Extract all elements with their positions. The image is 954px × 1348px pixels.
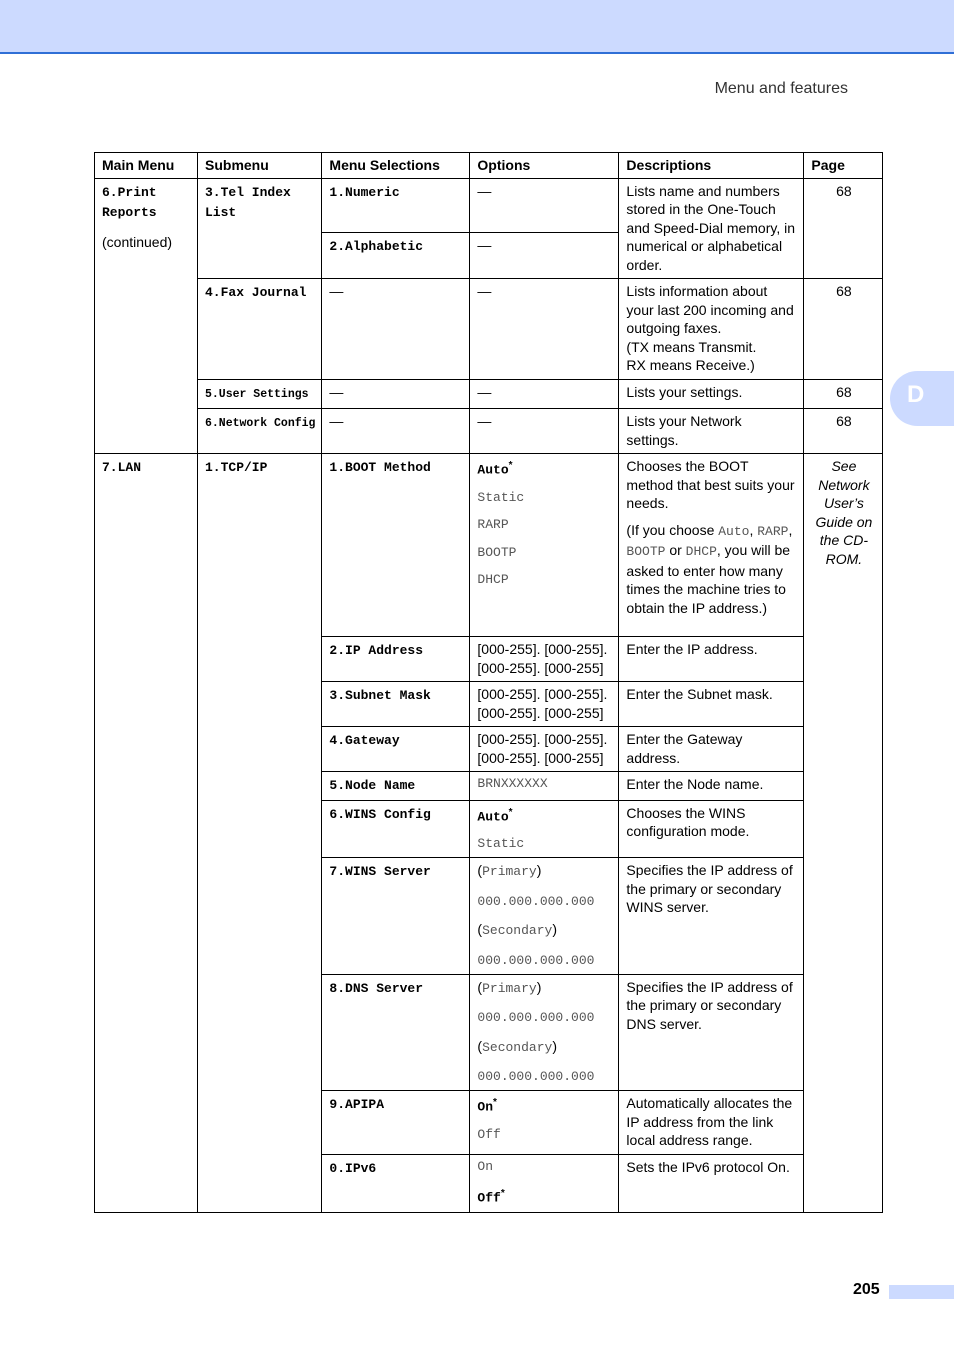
selection-cell: — bbox=[322, 409, 470, 454]
options-wins-config: Auto* Static bbox=[470, 800, 619, 858]
running-header: Menu and features bbox=[714, 80, 848, 97]
submenu-user-settings: 5.User Settings bbox=[198, 379, 322, 409]
selection-wins-config: 6.WINS Config bbox=[322, 800, 470, 858]
options-boot-method: Auto* Static RARP BOOTP DHCP bbox=[470, 454, 619, 637]
selection-ip-address: 2.IP Address bbox=[322, 637, 470, 682]
description-user-settings: Lists your settings. bbox=[619, 379, 804, 409]
submenu-network-config: 6.Network Config bbox=[198, 409, 322, 454]
main-menu-lan: 7.LAN bbox=[95, 454, 198, 1213]
description-wins-config: Chooses the WINS configuration mode. bbox=[619, 800, 804, 858]
submenu-tcp-ip: 1.TCP/IP bbox=[198, 454, 322, 1213]
col-main-menu: Main Menu bbox=[95, 153, 198, 179]
selection-apipa: 9.APIPA bbox=[322, 1091, 470, 1155]
description-apipa: Automatically allocates the IP address from the link local address range. bbox=[619, 1091, 804, 1155]
option-cell: — bbox=[470, 279, 619, 380]
selection-cell: — bbox=[322, 279, 470, 380]
page-number-bar bbox=[889, 1285, 954, 1299]
default-option: On* bbox=[477, 1097, 497, 1115]
description-network-config: Lists your Network settings. bbox=[619, 409, 804, 454]
page-number: 205 bbox=[853, 1281, 880, 1298]
submenu-fax-journal: 4.Fax Journal bbox=[198, 279, 322, 380]
submenu-tel-index: 3.Tel Index List bbox=[198, 178, 322, 279]
selection-gateway: 4.Gateway bbox=[322, 727, 470, 772]
menu-table bbox=[94, 152, 883, 1213]
options-ipv6: On Off* bbox=[470, 1154, 619, 1212]
col-descriptions: Descriptions bbox=[619, 153, 804, 179]
table-row bbox=[95, 178, 883, 232]
description-tel-index: Lists name and numbers stored in the One-Touch and Speed-Dial memory, in numerical or alphabetical order. bbox=[619, 178, 804, 279]
description-gateway: Enter the Gateway address. bbox=[619, 727, 804, 772]
col-options: Options bbox=[470, 153, 619, 179]
description-node-name: Enter the Node name. bbox=[619, 772, 804, 801]
description-ipv6: Sets the IPv6 protocol On. bbox=[619, 1154, 804, 1212]
option-cell: — bbox=[470, 379, 619, 409]
options-ip-address: [000-255]. [000-255]. [000-255]. [000-255] bbox=[470, 637, 619, 682]
col-page: Page bbox=[804, 153, 883, 179]
description-wins-server: Specifies the IP address of the primary or secondary WINS server. bbox=[619, 858, 804, 975]
table-row bbox=[95, 279, 883, 380]
top-band bbox=[0, 0, 954, 54]
options-node-name: BRNXXXXXX bbox=[470, 772, 619, 801]
main-menu-print-reports bbox=[95, 178, 198, 454]
page-ref-network-guide: See Network User’s Guide on the CD-ROM. bbox=[804, 454, 883, 1213]
selection-dns-server: 8.DNS Server bbox=[322, 974, 470, 1091]
page-ref: 68 bbox=[804, 379, 883, 409]
description-fax-journal: Lists information about your last 200 incoming and outgoing faxes. (TX means Transmit. RX means Receive.) bbox=[619, 279, 804, 380]
page-ref: 68 bbox=[804, 178, 883, 279]
selection-numeric: 1.Numeric bbox=[322, 178, 470, 232]
options-apipa: On* Off bbox=[470, 1091, 619, 1155]
description-subnet-mask: Enter the Subnet mask. bbox=[619, 682, 804, 727]
selection-alphabetic: 2.Alphabetic bbox=[322, 232, 470, 278]
selection-wins-server: 7.WINS Server bbox=[322, 858, 470, 975]
col-submenu: Submenu bbox=[198, 153, 322, 179]
table-row bbox=[95, 379, 883, 409]
default-option: Auto* bbox=[477, 806, 513, 824]
options-dns-server: (Primary) 000.000.000.000 (Secondary) 000.000.000.000 bbox=[470, 974, 619, 1091]
selection-boot-method: 1.BOOT Method bbox=[322, 454, 470, 637]
main-menu-label: 6.Print Reports bbox=[102, 184, 157, 220]
description-dns-server: Specifies the IP address of the primary or secondary DNS server. bbox=[619, 974, 804, 1091]
continued-label: (continued) bbox=[102, 233, 173, 250]
option-cell: — bbox=[470, 178, 619, 232]
table-row bbox=[95, 454, 883, 637]
option-cell: — bbox=[470, 409, 619, 454]
options-gateway: [000-255]. [000-255]. [000-255]. [000-255] bbox=[470, 727, 619, 772]
option-cell: — bbox=[470, 232, 619, 278]
selection-subnet-mask: 3.Subnet Mask bbox=[322, 682, 470, 727]
description-boot-method: Chooses the BOOT method that best suits your needs. (If you choose Auto, RARP, BOOTP or DHCP, you will be asked to enter how many times the machine tries to obtain the IP address.) bbox=[619, 454, 804, 637]
page-ref: 68 bbox=[804, 409, 883, 454]
selection-node-name: 5.Node Name bbox=[322, 772, 470, 801]
chapter-letter: D bbox=[907, 381, 925, 408]
default-option: Off* bbox=[477, 1188, 505, 1206]
options-wins-server: (Primary) 000.000.000.000 (Secondary) 000.000.000.000 bbox=[470, 858, 619, 975]
options-subnet-mask: [000-255]. [000-255]. [000-255]. [000-255] bbox=[470, 682, 619, 727]
description-ip-address: Enter the IP address. bbox=[619, 637, 804, 682]
chapter-tab bbox=[890, 371, 954, 426]
col-menu-selections: Menu Selections bbox=[322, 153, 470, 179]
table-row bbox=[95, 409, 883, 454]
default-option: Auto* bbox=[477, 460, 513, 478]
selection-ipv6: 0.IPv6 bbox=[322, 1154, 470, 1212]
table-header-row bbox=[95, 153, 883, 179]
boot-method-note: (If you choose Auto, RARP, BOOTP or DHCP, you will be asked to enter how many times the machine tries to obtain the IP address.) bbox=[626, 521, 793, 616]
page-ref: 68 bbox=[804, 279, 883, 380]
selection-cell: — bbox=[322, 379, 470, 409]
